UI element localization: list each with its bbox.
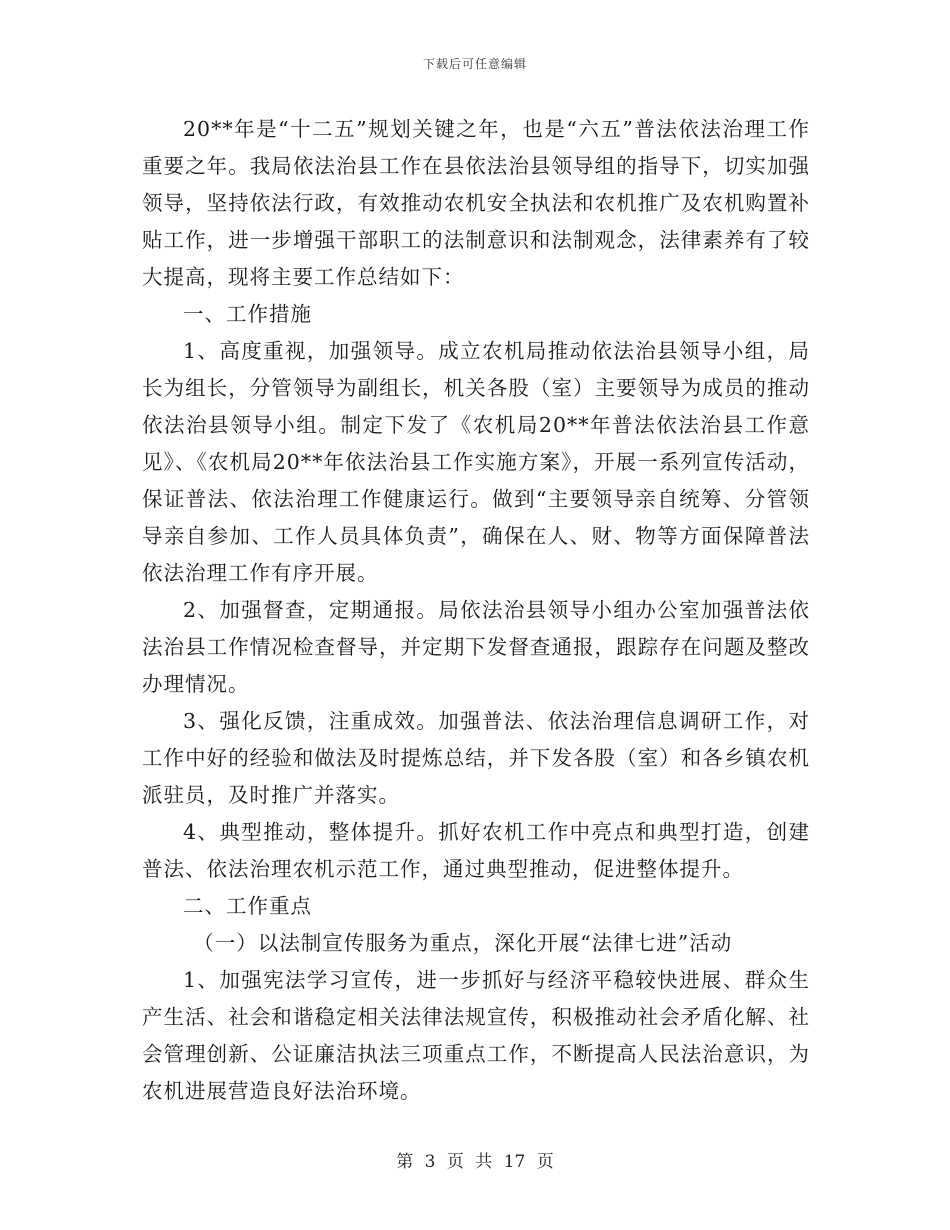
measure-item-2: 2、加强督查，定期通报。局依法治县领导小组办公室加强普法依法治县工作情况检查督导，并定期下发督查通报，跟踪存在问题及整改办理情况。 [142,598,810,696]
section-heading-measures: 一、工作措施 [183,302,312,326]
focus-item-1: 1、加强宪法学习宣传，进一步抓好与经济平稳较快进展、群众生产生活、社会和谐稳定相关法律法规宣传，积极推动社会矛盾化解、社会管理创新、公证廉洁执法三项重点工作，不断提高人民法治意识，为农机进展营造良好法治环境。 [142,968,810,1103]
measure-item-1: 1、高度重视，加强领导。成立农机局推动依法治县领导小组，局长为组长，分管领导为副组长，机关各股（室）主要领导为成员的推动依法治县领导小组。制定下发了《农机局20**年普法依法治县工作意见》、《农机局20**年依法治县工作实施方案》，开展一系列宣传活动，保证普法、依法治理工作健康运行。做到“主要领导亲自统筹、分管领导亲自参加、工作人员具体负责”，确保在人、财、物等方面保障普法依法治理工作有序开展。 [142,339,810,585]
intro-paragraph: 20**年是“十二五”规划关键之年，也是“六五”普法依法治理工作重要之年。我局依法治县工作在县依法治县领导组的指导下，切实加强领导，坚持依法行政，有效推动农机安全执法和农机推广及农机购置补贴工作，进一步增强干部职工的法制意识和法制观念，法律素养有了较大提高，现将主要工作总结如下： [142,117,810,289]
measure-item-4: 4、典型推动，整体提升。抓好农机工作中亮点和典型打造，创建普法、依法治理农机示范工作，通过典型推动，促进整体提升。 [142,820,810,881]
page-header-note: 下载后可任意编辑 [422,57,527,71]
document-body [142,111,810,1110]
section-heading-focus: 二、工作重点 [183,894,312,918]
page-number-footer: 第 3 页 共 17 页 [396,1152,554,1172]
measure-item-3: 3、强化反馈，注重成效。加强普法、依法治理信息调研工作，对工作中好的经验和做法及时提炼总结，并下发各股（室）和各乡镇农机派驻员，及时推广并落实。 [142,709,810,807]
subsection-heading-1: （一）以法制宣传服务为重点，深化开展“法律七进”活动 [193,931,733,955]
